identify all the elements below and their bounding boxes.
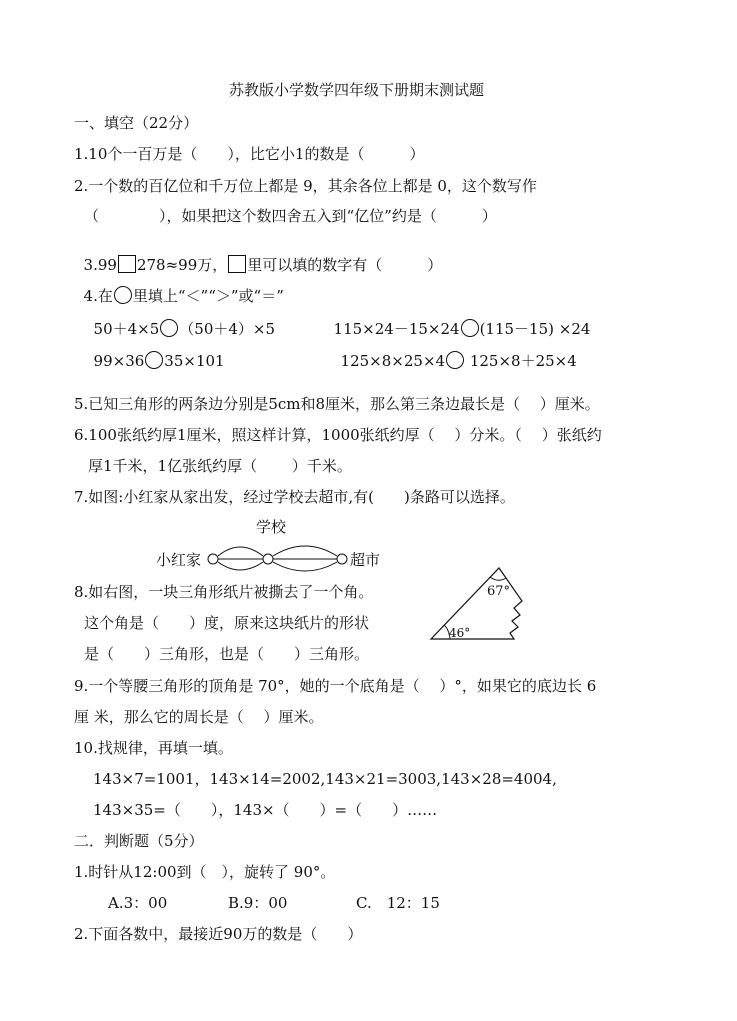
page-title: 苏教版小学数学四年级下册期末测试题	[229, 81, 485, 99]
torn-triangle-outline	[431, 568, 522, 639]
question-8-line-3: 是（ ）三角形，也是（ ）三角形。	[84, 645, 370, 663]
home-node	[208, 554, 218, 564]
route-market-label: 超市	[350, 551, 381, 569]
expr-1-left: 50＋4×5	[93, 320, 160, 338]
question-7: 7.如图:小红家从家出发，经过学校去超市,有( )条路可以选择。	[74, 488, 515, 506]
question-10-line-1: 10.找规律，再填一填。	[74, 739, 233, 757]
section-1-heading: 一、填空（22分）	[74, 114, 199, 132]
circle-blank-icon	[446, 351, 464, 369]
route-arc-1-bottom	[218, 562, 263, 570]
question-9-line-2: 厘 米，那么它的周长是（ ）厘米。	[74, 708, 324, 726]
judge-question-1: 1.时针从12:00到（ ），旋转了 90°。	[74, 863, 336, 881]
question-3-part-a: 3.99	[83, 256, 117, 274]
route-arc-1-top	[218, 547, 263, 556]
question-1: 1.10个一百万是（ ），比它小1的数是（ ）	[74, 145, 425, 163]
expr-1-right: （50＋4）×5	[179, 320, 276, 338]
route-arc-2-top	[273, 546, 337, 556]
question-6-line-1: 6.100张纸约厚1厘米，照这样计算，1000张纸约厚（ ）分米。（ ）张纸约	[74, 426, 602, 444]
expr-3-right: 35×101	[164, 352, 225, 370]
question-9-line-1: 9.一个等腰三角形的顶角是 70°，她的一个底角是（ ）°，如果它的底边长 6	[74, 677, 597, 695]
question-4-expr-4	[331, 333, 577, 370]
question-4	[74, 268, 284, 305]
section-2-heading: 二．判断题（5分）	[74, 832, 204, 850]
route-school-label: 学校	[256, 518, 287, 536]
route-home-label: 小红家	[156, 551, 202, 569]
question-8-line-2: 这个角是（ ）度，原来这块纸片的形状	[84, 614, 370, 632]
angle-arc-top	[490, 577, 506, 580]
question-2-line-1: 2.一个数的百亿位和千万位上都是 9，其余各位上都是 0，这个数写作	[74, 177, 537, 195]
option-c: C. 12：15	[356, 894, 440, 912]
question-3-part-b: 278≈99万，	[136, 256, 228, 274]
question-2-line-2: （ ），如果把这个数四舍五入到“亿位”约是（ ）	[84, 207, 497, 225]
option-b: B.9：00	[228, 894, 288, 912]
question-4-expr-3	[84, 333, 225, 370]
question-4-part-a: 4.在	[83, 287, 113, 305]
question-3-part-c: 里可以填的数字有（ ）	[247, 256, 443, 274]
angle-46-label: 46°	[449, 626, 471, 640]
expr-2-right: (115－15) ×24	[479, 320, 591, 338]
route-diagram	[150, 512, 390, 576]
circle-blank-icon	[145, 351, 163, 369]
question-10-line-2: 143×7=1001，143×14=2002,143×21=3003,143×28=4004,	[93, 770, 557, 788]
expr-2-left: 115×24－15×24	[333, 320, 460, 338]
torn-triangle-diagram	[426, 563, 526, 645]
question-4-part-b: 里填上“＜”“＞”或“＝”	[132, 287, 284, 305]
expr-4-right: 125×8＋25×4	[465, 352, 577, 370]
judge-question-2: 2.下面各数中，最接近90万的数是（ ）	[74, 925, 363, 943]
expr-3-left: 99×36	[93, 352, 145, 370]
market-node	[337, 554, 347, 564]
question-5: 5.已知三角形的两条边分别是5cm和8厘米，那么第三条边最长是（ ）厘米。	[74, 395, 600, 413]
angle-67-label: 67°	[487, 584, 511, 599]
question-6-line-2: 厚1千米，1亿张纸约厚（ ）千米。	[88, 457, 352, 475]
option-a: A.3：00	[108, 894, 168, 912]
question-10-line-3: 143×35=（ ），143×（ ）=（ ）……	[93, 801, 438, 819]
route-arc-2-bottom	[273, 562, 337, 571]
expr-4-left: 125×8×25×4	[340, 352, 446, 370]
school-node	[263, 554, 273, 564]
question-8-line-1: 8.如右图，一块三角形纸片被撕去了一个角。	[74, 583, 374, 601]
